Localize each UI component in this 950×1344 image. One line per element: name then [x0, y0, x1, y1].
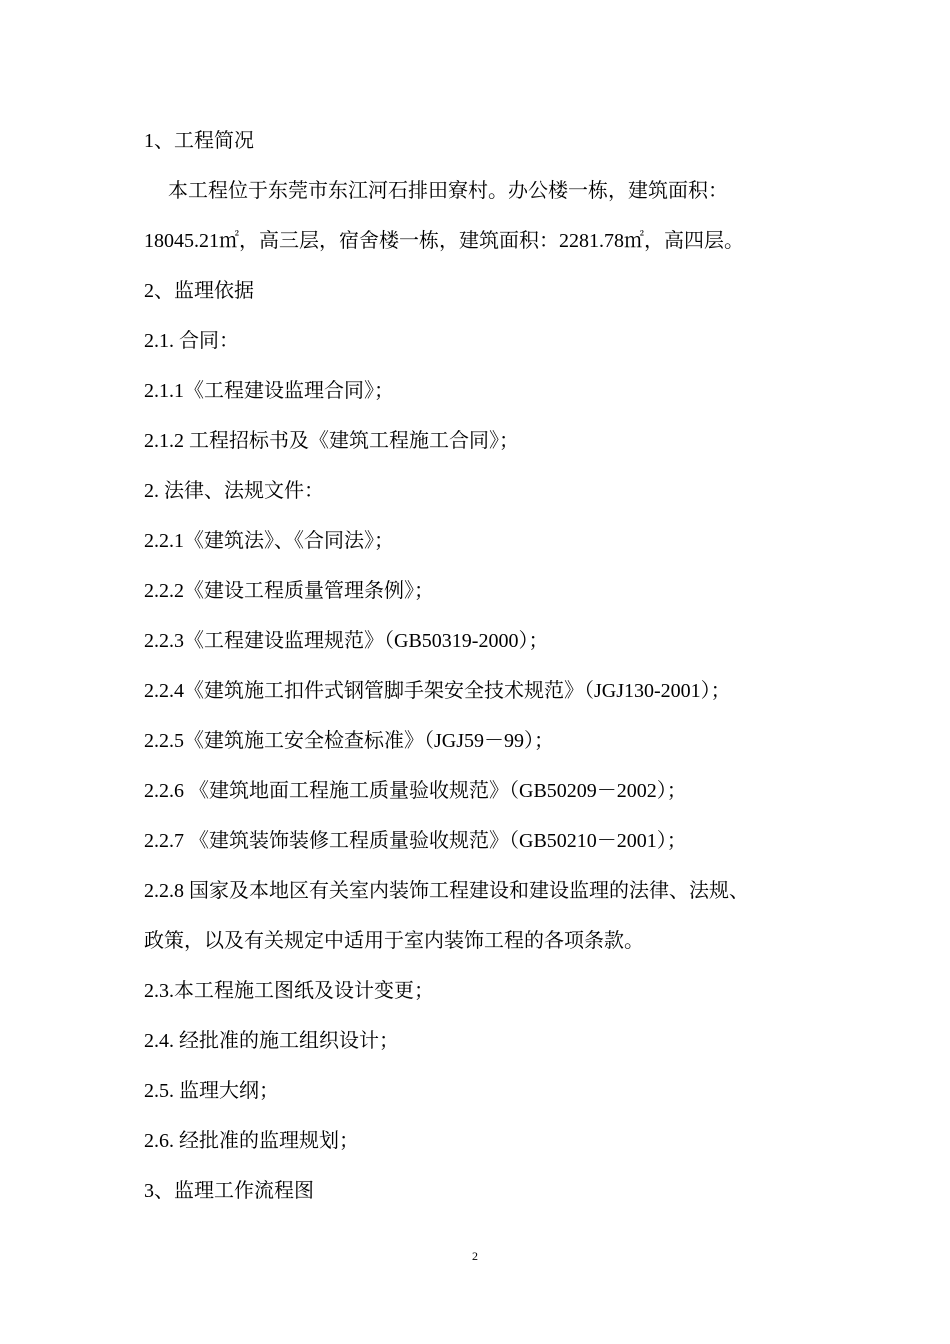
- section-heading-3: 3、监理工作流程图: [144, 1180, 314, 1202]
- list-item: 2.2.1《建筑法》、《合同法》；: [144, 530, 394, 552]
- paragraph-line: 18045.21㎡，高三层，宿舍楼一栋，建筑面积：2281.78㎡，高四层。: [144, 230, 744, 252]
- subsection-heading: 2.4. 经批准的施工组织设计；: [144, 1030, 399, 1052]
- section-heading-1: 1、工程简况: [144, 130, 254, 152]
- list-item: 2.1.1《工程建设监理合同》；: [144, 380, 394, 402]
- document-body: [144, 116, 810, 1216]
- subsection-heading: 2.6. 经批准的监理规划；: [144, 1130, 359, 1152]
- list-item: 2.2.2《建设工程质量管理条例》；: [144, 580, 434, 602]
- list-item: 2.2.7 《建筑装饰装修工程质量验收规范》（GB50210－2001）；: [144, 830, 687, 852]
- list-item: 2.2.3《工程建设监理规范》（GB50319-2000）；: [144, 630, 549, 652]
- page-number: 2: [472, 1249, 478, 1263]
- paragraph-line: 本工程位于东莞市东江河石排田寮村。办公楼一栋，建筑面积：: [168, 180, 728, 202]
- list-item: 2.1.2 工程招标书及《建筑工程施工合同》；: [144, 430, 519, 452]
- subsection-heading: 2.5. 监理大纲；: [144, 1080, 279, 1102]
- subsection-heading: 2.1. 合同：: [144, 330, 239, 352]
- list-item: 2.2.6 《建筑地面工程施工质量验收规范》（GB50209－2002）；: [144, 780, 687, 802]
- list-item: 2.2.5《建筑施工安全检查标准》（JGJ59－99）；: [144, 730, 555, 752]
- list-item: 2.2.4《建筑施工扣件式钢管脚手架安全技术规范》（JGJ130-2001）；: [144, 680, 731, 702]
- subsection-heading: 2. 法律、法规文件：: [144, 480, 324, 502]
- subsection-heading: 2.3.本工程施工图纸及设计变更；: [144, 980, 434, 1002]
- list-item: 2.2.8 国家及本地区有关室内装饰工程建设和建设监理的法律、法规、: [144, 880, 749, 902]
- list-item-continuation: 政策，以及有关规定中适用于室内装饰工程的各项条款。: [144, 930, 644, 952]
- section-heading-2: 2、监理依据: [144, 280, 254, 302]
